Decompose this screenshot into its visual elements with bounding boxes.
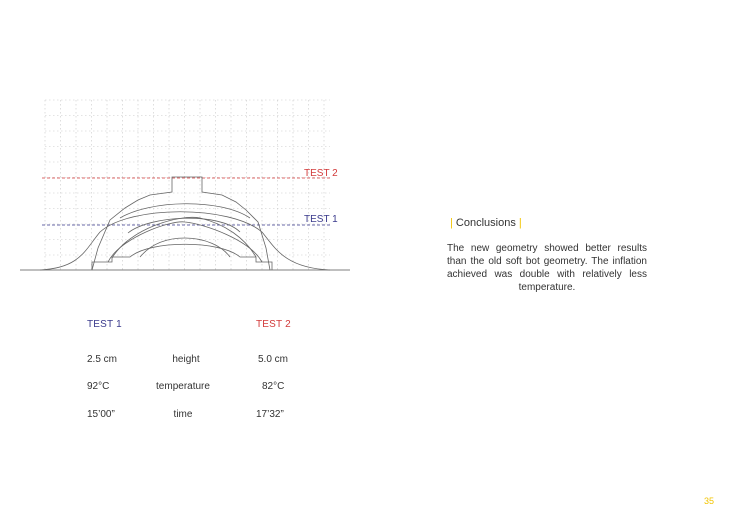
height-metric-label: height bbox=[172, 354, 200, 365]
temperature-metric-label: temperature bbox=[156, 381, 210, 392]
test2-temperature-value: 82°C bbox=[262, 381, 285, 392]
close-bracket-mark: | bbox=[518, 217, 522, 229]
test1-height-value: 2.5 cm bbox=[87, 354, 118, 365]
test1-diagram-label: TEST 1 bbox=[304, 214, 338, 225]
test2-diagram-label: TEST 2 bbox=[304, 168, 338, 179]
test1-column-header: TEST 1 bbox=[87, 319, 122, 330]
page-number: 35 bbox=[704, 496, 715, 506]
test1-time-value: 15’00” bbox=[87, 409, 115, 420]
soft-bot-outline bbox=[40, 177, 330, 270]
conclusions-text: The new geometry showed better results than the old soft bot geometry. The inflation achieved was double with relatively less temperature. bbox=[447, 243, 647, 293]
time-metric-label: time bbox=[173, 409, 193, 420]
conclusions-title: Conclusions bbox=[455, 217, 516, 229]
test1-temperature-value: 92°C bbox=[87, 381, 110, 392]
conclusions-heading bbox=[450, 217, 522, 229]
test2-column-header: TEST 2 bbox=[256, 319, 291, 330]
test2-height-value: 5.0 cm bbox=[258, 354, 289, 365]
open-bracket-mark: | bbox=[450, 217, 453, 229]
test2-time-value: 17’32” bbox=[256, 409, 284, 420]
